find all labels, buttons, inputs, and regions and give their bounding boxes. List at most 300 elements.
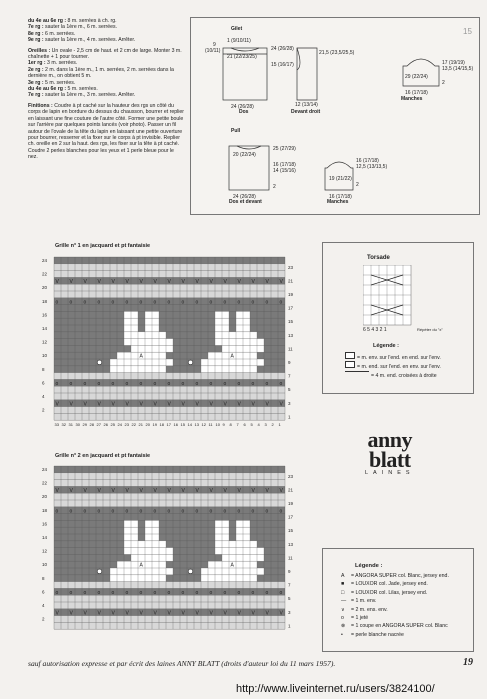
row-label: 11 (288, 555, 293, 561)
dim: 21 (22/23/25) (227, 54, 257, 60)
grid-band (54, 271, 285, 278)
label-pull: Pull (231, 128, 241, 134)
legend-symbol-icon: • (341, 631, 343, 638)
rabbit-cell (222, 325, 229, 332)
label-dos: Dos (239, 109, 249, 115)
stitch-symbol: V (125, 610, 129, 617)
rabbit-cell (131, 359, 138, 366)
legend-item (341, 573, 471, 579)
rabbit-cell (222, 345, 229, 352)
stitch-symbol: V (223, 610, 227, 617)
stitch-symbol: o (237, 299, 241, 306)
rabbit-cell (145, 561, 152, 568)
dim: 12,5 (13/13,5) (356, 164, 388, 170)
rabbit-cell (257, 345, 264, 352)
rabbit-cell (138, 554, 145, 561)
rabbit-cell (222, 318, 229, 325)
legend-text: = 1 m. env. (351, 598, 377, 605)
legend-box (322, 548, 474, 652)
rabbit-cell (145, 325, 152, 332)
row-label: 23 (288, 264, 294, 270)
rabbit-cell (138, 345, 145, 352)
rabbit-cell (222, 554, 229, 561)
col-label: 14 (187, 422, 192, 428)
instr-lead: Finitions : (28, 102, 53, 109)
rabbit-cell (222, 568, 229, 575)
rabbit-cell (152, 311, 159, 318)
rabbit-cell (201, 359, 208, 366)
instr-text: 6 m. serrées. (43, 30, 76, 37)
angora-a-label: A (139, 353, 143, 360)
stitch-symbol: o (181, 299, 185, 306)
stitch-symbol: V (55, 610, 59, 617)
stitch-symbol: V (195, 487, 199, 494)
rabbit-cell (250, 339, 257, 346)
stitch-symbol: V (279, 610, 283, 617)
legend-text: = ANGORA SUPER col. Blanc, jersey end. (351, 573, 449, 579)
col-label: 27 (96, 422, 101, 428)
stitch-symbol: o (111, 508, 115, 515)
rabbit-cell (257, 554, 264, 561)
instr-text: Coudre à pt caché sur la hauteur des rgs un côté du corps de lapin en bordure du dessus du chausson, bourrer et replier en laissant une fine couture de l'autre côté. Former une petite boule sur l'arrière par quelques points lancés (voir photo). Passer un fil autour de l'ovale de la tête du lapin en laissant une petite ouverture pour bourrer, resserrer et la fixer sur le corps à pt invisible. Replier ch. oreille en 2 sur la haut. des rgs, les fixer sur la tête à pt caché. Coudre 2 perles blanches pour les yeux et 1 perle bleue pour le nez. (28, 102, 185, 161)
rabbit-cell (124, 541, 131, 548)
rabbit-cell (145, 527, 152, 534)
instr-lead: 8e rg : (28, 30, 44, 37)
rabbit-cell (145, 534, 152, 541)
rabbit-cell (152, 339, 159, 346)
stitch-symbol: o (209, 589, 213, 596)
stitch-symbol: V (181, 278, 185, 285)
stitch-symbol: o (195, 299, 199, 306)
col-label: 19 (152, 422, 157, 428)
rabbit-cell (124, 325, 131, 332)
rabbit-cell (243, 325, 250, 332)
rabbit-cell (159, 366, 166, 373)
row-label: 14 (42, 535, 48, 540)
rabbit-cell (250, 541, 257, 548)
grid-band (54, 582, 285, 589)
row-label: 1 (288, 414, 291, 420)
col-label: 1 (278, 422, 281, 428)
stitch-symbol: V (125, 278, 129, 285)
col-label: 15 (180, 422, 185, 428)
angora-a-label: A (139, 562, 143, 569)
rabbit-cell (243, 568, 250, 575)
pompom-icon (97, 569, 102, 574)
measurement-diagrams (190, 17, 480, 215)
rabbit-cell (250, 575, 257, 582)
rabbit-cell (250, 352, 257, 359)
stitch-symbol: V (125, 487, 129, 494)
stitch-symbol: o (195, 508, 199, 515)
grid-band (54, 291, 285, 298)
instr-text: 5 m. serrées. (66, 86, 98, 93)
rabbit-cell (215, 575, 222, 582)
page-tag: 15 (463, 27, 472, 36)
rabbit-cell (131, 311, 138, 318)
rabbit-cell (208, 366, 215, 373)
grid-band (54, 493, 285, 500)
rabbit-cell (236, 318, 243, 325)
stitch-symbol: V (167, 610, 171, 617)
rabbit-cell (124, 318, 131, 325)
col-label: 24 (117, 422, 122, 428)
torsade-legend-text: = m. env. sur l'end. en end. sur l'env. (357, 355, 441, 361)
stitch-symbol: o (181, 589, 185, 596)
dim: 1 (9/10/11) (227, 38, 251, 44)
col-label: 7 (236, 422, 239, 428)
rabbit-cell (229, 339, 236, 346)
row-label: 14 (42, 326, 48, 331)
stitch-symbol: o (153, 589, 157, 596)
rabbit-cell (166, 554, 173, 561)
rabbit-cell (236, 575, 243, 582)
dim: 9 (213, 42, 216, 48)
stitch-symbol: o (97, 299, 101, 306)
col-label: 22 (131, 422, 136, 428)
label-dos-devant: Dos et devant (229, 199, 262, 205)
row-label: 16 (42, 312, 48, 318)
row-label: 9 (288, 569, 291, 574)
dim: 19 (21/22) (329, 176, 352, 182)
row-label: 19 (288, 292, 294, 297)
stitch-symbol: o (265, 589, 269, 596)
stitch-symbol: V (97, 487, 101, 494)
dim: (10/11) (205, 48, 221, 54)
row-label: 8 (42, 575, 45, 581)
rabbit-cell (243, 345, 250, 352)
rabbit-cell (152, 366, 159, 373)
rabbit-cell (138, 366, 145, 373)
legend-item (341, 590, 471, 596)
legend-symbol-icon: A (341, 573, 345, 579)
col-label: 6 (243, 422, 246, 428)
grid-2-title: Grille n° 2 en jacquard et pt fantaisie (55, 453, 151, 459)
rabbit-cell (110, 359, 117, 366)
stitch-symbol: V (97, 610, 101, 617)
rabbit-cell (145, 568, 152, 575)
rabbit-cell (250, 561, 257, 568)
stitch-symbol: V (83, 278, 87, 285)
instr-text: sauter la 1ère m., 4 m. serrées. Arrêter. (43, 37, 136, 44)
rabbit-cell (215, 318, 222, 325)
instr-lead: 3e rg : (28, 79, 44, 86)
stitch-symbol: o (69, 508, 73, 515)
stitch-symbol: o (209, 299, 213, 306)
stitch-symbol: V (251, 278, 255, 285)
col-label: 12 (201, 422, 206, 428)
legend-text: = LOUXOR col. Lilas, jersey end. (351, 589, 428, 596)
rabbit-cell (222, 339, 229, 346)
row-label: 12 (42, 548, 48, 554)
rabbit-cell (117, 366, 124, 373)
stitch-symbol: V (111, 610, 115, 617)
stitch-symbol: V (251, 487, 255, 494)
row-label: 10 (42, 353, 48, 359)
grid-band (54, 500, 285, 507)
stitch-symbol: o (125, 380, 129, 387)
stitch-symbol: V (279, 401, 283, 408)
rabbit-cell (215, 561, 222, 568)
row-label: 18 (42, 507, 48, 513)
rabbit-cell (166, 548, 173, 555)
rabbit-cell (222, 352, 229, 359)
rabbit-cell (208, 352, 215, 359)
rabbit-cell (243, 339, 250, 346)
rabbit-cell (215, 359, 222, 366)
pompom-icon (188, 569, 193, 574)
stitch-symbol: V (251, 401, 255, 408)
stitch-symbol: V (195, 610, 199, 617)
stitch-symbol: o (83, 508, 87, 515)
row-label: 3 (288, 400, 291, 406)
col-label: 13 (194, 422, 199, 428)
rabbit-cell (250, 366, 257, 373)
angora-a-label: A (230, 353, 234, 360)
rabbit-cell (138, 568, 145, 575)
rabbit-cell (215, 366, 222, 373)
stitch-symbol: o (223, 508, 227, 515)
rabbit-cell (152, 359, 159, 366)
rabbit-cell (110, 575, 117, 582)
rabbit-cell (159, 359, 166, 366)
instr-text: Un ovale - 2,5 cm de haut. et 2 cm de large. Monter 3 m. chaînette + 1 pour tourner. (28, 47, 182, 61)
rabbit-cell (215, 568, 222, 575)
torsade-legend-text: = 4 m. end. croisées à droite (371, 372, 437, 379)
stitch-symbol: o (139, 508, 143, 515)
stitch-symbol: V (125, 401, 129, 408)
rabbit-cell (243, 311, 250, 318)
col-label: 2 (271, 422, 274, 428)
rabbit-cell (243, 332, 250, 339)
row-label: 7 (288, 582, 291, 588)
row-label: 7 (288, 373, 291, 379)
rabbit-cell (131, 527, 138, 534)
rabbit-cell (124, 520, 131, 527)
rabbit-cell (250, 568, 257, 575)
rabbit-cell (131, 554, 138, 561)
row-label: 9 (288, 360, 291, 365)
schematics-svg (191, 18, 479, 214)
rabbit-cell (159, 568, 166, 575)
rabbit-cell (131, 352, 138, 359)
stitch-symbol: o (237, 380, 241, 387)
rabbit-cell (236, 520, 243, 527)
dim: 16 (17/18) (405, 90, 428, 96)
rabbit-cell (243, 554, 250, 561)
col-label: 25 (110, 422, 115, 428)
instr-lead: 2e rg : (28, 66, 44, 73)
instr-text: 5 m. serrées. (43, 79, 76, 86)
grid-band (54, 413, 285, 420)
row-label: 17 (288, 305, 294, 311)
dim: 25 (27/29) (273, 146, 296, 152)
stitch-symbol: V (153, 401, 157, 408)
rabbit-cell (152, 520, 159, 527)
rabbit-cell (236, 527, 243, 534)
stitch-symbol: o (251, 508, 255, 515)
rabbit-cell (222, 520, 229, 527)
instr-lead: 9e rg : (28, 37, 44, 44)
rabbit-cell (145, 359, 152, 366)
dim: 29 (22/24) (405, 74, 428, 80)
rabbit-cell (166, 345, 173, 352)
stitch-symbol: o (181, 380, 185, 387)
stitch-symbol: V (139, 610, 143, 617)
stitch-symbol: V (237, 401, 241, 408)
col-label: 32 (61, 422, 66, 428)
rabbit-cell (131, 520, 138, 527)
rabbit-cell (215, 352, 222, 359)
stitch-symbol: V (69, 401, 73, 408)
stitch-symbol: o (55, 508, 59, 515)
angora-a-label: A (230, 562, 234, 569)
rabbit-cell (145, 366, 152, 373)
instr-text: sauter la 1ère m., 3 m. serrées. Arrêter. (43, 92, 136, 99)
stitch-symbol: V (279, 487, 283, 494)
label-manches: Manches (401, 96, 423, 102)
rabbit-cell (236, 554, 243, 561)
rabbit-cell (159, 561, 166, 568)
stitch-symbol: o (265, 299, 269, 306)
stitch-symbol: o (153, 508, 157, 515)
grid-band (54, 473, 285, 480)
rabbit-cell (236, 561, 243, 568)
stitch-symbol: V (55, 278, 59, 285)
stitch-symbol: o (195, 380, 199, 387)
rabbit-cell (201, 568, 208, 575)
grid-band (54, 284, 285, 291)
legend-text: = 1 jeté (351, 615, 369, 622)
stitch-symbol: o (139, 299, 143, 306)
rabbit-cell (236, 311, 243, 318)
instr-lead: du 4e au 6e rg : (28, 18, 67, 24)
rabbit-cell (124, 568, 131, 575)
stitch-symbol: o (279, 380, 283, 387)
rabbit-cell (124, 352, 131, 359)
rabbit-cell (145, 548, 152, 555)
stitch-symbol: V (153, 610, 157, 617)
torsade-cols: 6 5 4 3 2 1 (363, 327, 387, 333)
stitch-symbol: V (223, 278, 227, 285)
rabbit-cell (152, 568, 159, 575)
stitch-symbol: o (251, 589, 255, 596)
col-label: 10 (215, 422, 220, 428)
rabbit-cell (229, 345, 236, 352)
rabbit-cell (152, 541, 159, 548)
stitch-symbol: o (223, 299, 227, 306)
stitch-symbol: o (139, 380, 143, 387)
rabbit-cell (117, 575, 124, 582)
torsade-legend-title: Légende : (373, 343, 399, 349)
instr-lead: Oreilles : (28, 47, 51, 54)
legend-symbol-icon: □ (341, 589, 345, 596)
row-label: 19 (288, 501, 294, 506)
instr-lead: 7e rg : (28, 92, 44, 99)
rabbit-cell (222, 332, 229, 339)
row-label: 17 (288, 514, 294, 520)
rabbit-cell (222, 359, 229, 366)
col-label: 20 (145, 422, 150, 428)
rabbit-cell (131, 568, 138, 575)
stitch-symbol: o (97, 589, 101, 596)
rabbit-cell (243, 352, 250, 359)
rabbit-cell (229, 541, 236, 548)
stitch-symbol: V (139, 278, 143, 285)
rabbit-cell (215, 534, 222, 541)
grid-band (54, 616, 285, 623)
rabbit-cell (243, 527, 250, 534)
row-label: 4 (42, 394, 45, 399)
col-label: 3 (264, 422, 267, 428)
rabbit-cell (243, 534, 250, 541)
rabbit-cell (152, 527, 159, 534)
rabbit-cell (131, 318, 138, 325)
rabbit-cell (159, 352, 166, 359)
torsade-repeat: Répéter du "x" (417, 327, 443, 332)
rabbit-cell (208, 575, 215, 582)
rabbit-cell (159, 332, 166, 339)
stitch-symbol: o (195, 589, 199, 596)
rabbit-cell (243, 561, 250, 568)
rabbit-cell (243, 520, 250, 527)
rabbit-cell (236, 352, 243, 359)
stitch-symbol: o (97, 380, 101, 387)
row-label: 24 (42, 258, 48, 263)
stitch-symbol: V (97, 401, 101, 408)
col-label: 5 (250, 422, 253, 428)
rabbit-cell (117, 352, 124, 359)
grid-band (54, 393, 285, 400)
col-label: 26 (103, 422, 108, 428)
instr-para-2 (28, 48, 184, 99)
rabbit-cell (152, 548, 159, 555)
row-label: 15 (288, 319, 294, 325)
pompom-icon (188, 360, 193, 365)
stitch-symbol: V (111, 487, 115, 494)
row-label: 24 (42, 467, 48, 472)
stitch-symbol: V (139, 401, 143, 408)
stitch-symbol: V (69, 278, 73, 285)
grid-2-chart (40, 462, 305, 647)
dim: 16 (17/18) (273, 162, 296, 168)
rabbit-cell (159, 541, 166, 548)
row-label: 13 (288, 541, 294, 547)
rabbit-cell (145, 520, 152, 527)
instr-text: 2 m. dans la 1ère m., 1 m. serrées, 2 m. serrées dans la dernière m., on obtient 5 m. (28, 66, 174, 80)
dim: 20 (22/24) (233, 152, 256, 158)
rabbit-cell (152, 325, 159, 332)
row-label: 18 (42, 298, 48, 304)
rabbit-cell (250, 345, 257, 352)
stitch-symbol: o (55, 589, 59, 596)
rabbit-cell (131, 561, 138, 568)
rabbit-cell (236, 568, 243, 575)
legend-symbol-icon: o (341, 615, 344, 622)
rabbit-cell (138, 339, 145, 346)
dim: 16 (17/18) (356, 158, 379, 164)
instr-lead: 1er rg : (28, 60, 46, 67)
rabbit-cell (117, 359, 124, 366)
rabbit-cell (145, 575, 152, 582)
stitch-symbol: V (265, 487, 269, 494)
stitch-symbol: o (69, 589, 73, 596)
rabbit-cell (159, 575, 166, 582)
legend-list (341, 573, 471, 640)
stitch-symbol: o (69, 380, 73, 387)
rabbit-cell (124, 311, 131, 318)
grid-band (54, 386, 285, 393)
